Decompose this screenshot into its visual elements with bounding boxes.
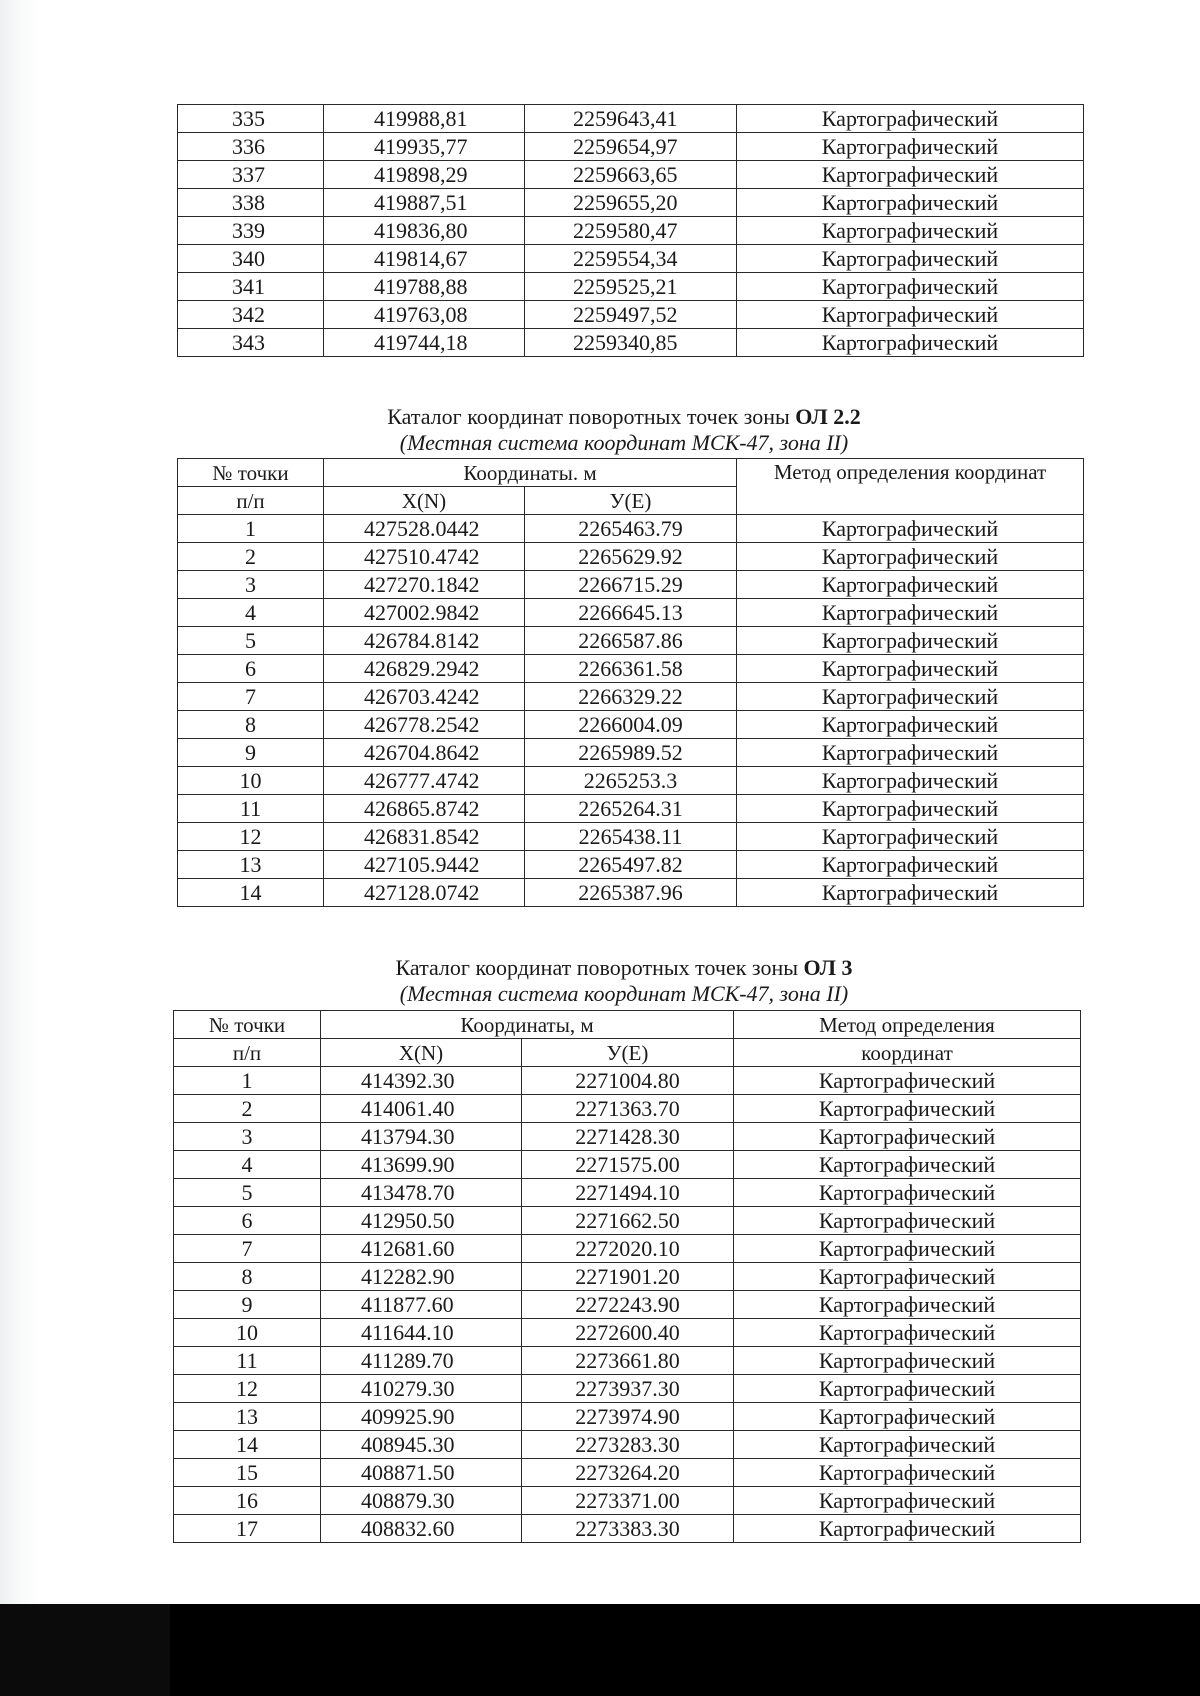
table-row (178, 571, 1084, 599)
point-number-cell: 342 (178, 301, 324, 329)
x-coordinate-cell: 426703.4242 (324, 683, 525, 711)
y-coordinate-cell: 2259655,20 (525, 189, 737, 217)
point-number-cell: 4 (178, 599, 324, 627)
table-row (174, 1515, 1081, 1543)
header-point-number: № точки (174, 1011, 321, 1039)
table-row (178, 189, 1084, 217)
table-row (178, 543, 1084, 571)
x-coordinate-cell: 427270.1842 (324, 571, 525, 599)
point-number-cell: 339 (178, 217, 324, 245)
x-coordinate-cell: 413794.30 (321, 1123, 522, 1151)
table-row (174, 1487, 1081, 1515)
x-coordinate-cell: 413699.90 (321, 1151, 522, 1179)
y-coordinate-cell: 2259554,34 (525, 245, 737, 273)
x-coordinate-cell: 412950.50 (321, 1207, 522, 1235)
method-cell: Картографический (734, 1347, 1081, 1375)
x-coordinate-cell: 427128.0742 (324, 879, 525, 907)
table-row (174, 1067, 1081, 1095)
table-row (174, 1403, 1081, 1431)
point-number-cell: 5 (178, 627, 324, 655)
table-row (178, 879, 1084, 907)
header-coordinates: Координаты. м (324, 459, 737, 487)
method-cell: Картографический (734, 1207, 1081, 1235)
table-row (178, 655, 1084, 683)
coordinates-table-ol-3 (173, 1010, 1081, 1543)
table-row (178, 627, 1084, 655)
method-cell: Картографический (734, 1319, 1081, 1347)
method-cell: Картографический (737, 133, 1084, 161)
coordinates-table-ol-2-2 (177, 458, 1084, 907)
x-coordinate-cell: 411289.70 (321, 1347, 522, 1375)
y-coordinate-cell: 2265438.11 (525, 823, 737, 851)
table-row (178, 683, 1084, 711)
table-row (178, 739, 1084, 767)
x-coordinate-cell: 408945.30 (321, 1431, 522, 1459)
table-body (174, 1067, 1081, 1543)
point-number-cell: 15 (174, 1459, 321, 1487)
point-number-cell: 13 (178, 851, 324, 879)
method-cell: Картографический (737, 105, 1084, 133)
header-method: Метод определения координат (737, 459, 1084, 515)
method-cell: Картографический (734, 1375, 1081, 1403)
x-coordinate-cell: 419935,77 (324, 133, 525, 161)
y-coordinate-cell: 2273264.20 (522, 1459, 734, 1487)
method-cell: Картографический (737, 627, 1084, 655)
table-row (174, 1207, 1081, 1235)
scan-bottom-border (0, 1604, 1200, 1696)
y-coordinate-cell: 2271901.20 (522, 1263, 734, 1291)
point-number-cell: 2 (178, 543, 324, 571)
method-cell: Картографический (737, 599, 1084, 627)
y-coordinate-cell: 2271494.10 (522, 1179, 734, 1207)
table-row (178, 795, 1084, 823)
method-cell: Картографический (734, 1459, 1081, 1487)
y-coordinate-cell: 2271575.00 (522, 1151, 734, 1179)
x-coordinate-cell: 412282.90 (321, 1263, 522, 1291)
y-coordinate-cell: 2266587.86 (525, 627, 737, 655)
table-row (174, 1123, 1081, 1151)
method-cell: Картографический (737, 711, 1084, 739)
y-coordinate-cell: 2272600.40 (522, 1319, 734, 1347)
point-number-cell: 7 (174, 1235, 321, 1263)
point-number-cell: 17 (174, 1515, 321, 1543)
method-cell: Картографический (734, 1515, 1081, 1543)
point-number-cell: 340 (178, 245, 324, 273)
point-number-cell: 1 (174, 1067, 321, 1095)
table-row (174, 1375, 1081, 1403)
caption-title: Каталог координат поворотных точек зоны (387, 404, 790, 429)
x-coordinate-cell: 419763,08 (324, 301, 525, 329)
table-row (178, 273, 1084, 301)
x-coordinate-cell: 419988,81 (324, 105, 525, 133)
table-row (178, 711, 1084, 739)
method-cell: Картографический (737, 739, 1084, 767)
point-number-cell: 13 (174, 1403, 321, 1431)
x-coordinate-cell: 426704.8642 (324, 739, 525, 767)
y-coordinate-cell: 2266361.58 (525, 655, 737, 683)
table-row (178, 245, 1084, 273)
x-coordinate-cell: 426784.8142 (324, 627, 525, 655)
point-number-cell: 11 (178, 795, 324, 823)
coordinates-table-continuation (177, 104, 1084, 357)
y-coordinate-cell: 2259340,85 (525, 329, 737, 357)
point-number-cell: 343 (178, 329, 324, 357)
table-row (178, 599, 1084, 627)
y-coordinate-cell: 2259580,47 (525, 217, 737, 245)
point-number-cell: 12 (174, 1375, 321, 1403)
y-coordinate-cell: 2272020.10 (522, 1235, 734, 1263)
x-coordinate-cell: 427002.9842 (324, 599, 525, 627)
point-number-cell: 12 (178, 823, 324, 851)
x-coordinate-cell: 410279.30 (321, 1375, 522, 1403)
y-coordinate-cell: 2265253.3 (525, 767, 737, 795)
header-point-number-sub: п/п (178, 487, 324, 515)
x-coordinate-cell: 411877.60 (321, 1291, 522, 1319)
y-coordinate-cell: 2273974.90 (522, 1403, 734, 1431)
x-coordinate-cell: 414392.30 (321, 1067, 522, 1095)
caption-title: Каталог координат поворотных точек зоны (395, 955, 799, 980)
table-row (174, 1151, 1081, 1179)
method-cell: Картографический (737, 161, 1084, 189)
point-number-cell: 335 (178, 105, 324, 133)
table-row (178, 133, 1084, 161)
x-coordinate-cell: 419788,88 (324, 273, 525, 301)
y-coordinate-cell: 2271363.70 (522, 1095, 734, 1123)
method-cell: Картографический (737, 301, 1084, 329)
y-coordinate-cell: 2273937.30 (522, 1375, 734, 1403)
header-coordinates: Координаты, м (321, 1011, 734, 1039)
x-coordinate-cell: 427528.0442 (324, 515, 525, 543)
method-cell: Картографический (737, 329, 1084, 357)
y-coordinate-cell: 2259663,65 (525, 161, 737, 189)
point-number-cell: 9 (178, 739, 324, 767)
point-number-cell: 6 (174, 1207, 321, 1235)
table-row (174, 1459, 1081, 1487)
x-coordinate-cell: 419744,18 (324, 329, 525, 357)
point-number-cell: 16 (174, 1487, 321, 1515)
y-coordinate-cell: 2266715.29 (525, 571, 737, 599)
table-row (174, 1179, 1081, 1207)
y-coordinate-cell: 2265387.96 (525, 879, 737, 907)
point-number-cell: 3 (178, 571, 324, 599)
point-number-cell: 5 (174, 1179, 321, 1207)
y-coordinate-cell: 2265497.82 (525, 851, 737, 879)
y-coordinate-cell: 2259643,41 (525, 105, 737, 133)
x-coordinate-cell: 419887,51 (324, 189, 525, 217)
method-cell: Картографический (737, 655, 1084, 683)
table-row (174, 1431, 1081, 1459)
x-coordinate-cell: 413478.70 (321, 1179, 522, 1207)
header-method: Метод определения (734, 1011, 1081, 1039)
method-cell: Картографический (734, 1123, 1081, 1151)
point-number-cell: 338 (178, 189, 324, 217)
header-x: X(N) (321, 1039, 522, 1067)
y-coordinate-cell: 2273661.80 (522, 1347, 734, 1375)
y-coordinate-cell: 2259654,97 (525, 133, 737, 161)
x-coordinate-cell: 427105.9442 (324, 851, 525, 879)
x-coordinate-cell: 426831.8542 (324, 823, 525, 851)
method-cell: Картографический (737, 823, 1084, 851)
table-row (174, 1263, 1081, 1291)
y-coordinate-cell: 2273371.00 (522, 1487, 734, 1515)
y-coordinate-cell: 2265463.79 (525, 515, 737, 543)
y-coordinate-cell: 2271662.50 (522, 1207, 734, 1235)
table-body (178, 515, 1084, 907)
method-cell: Картографический (737, 189, 1084, 217)
x-coordinate-cell: 427510.4742 (324, 543, 525, 571)
method-cell: Картографический (734, 1179, 1081, 1207)
point-number-cell: 11 (174, 1347, 321, 1375)
point-number-cell: 10 (174, 1319, 321, 1347)
method-cell: Картографический (734, 1151, 1081, 1179)
y-coordinate-cell: 2265264.31 (525, 795, 737, 823)
header-point-number: № точки (178, 459, 324, 487)
y-coordinate-cell: 2273283.30 (522, 1431, 734, 1459)
catalog-caption-ol-2-2 (170, 404, 1078, 456)
y-coordinate-cell: 2259497,52 (525, 301, 737, 329)
table-row (178, 161, 1084, 189)
caption-subtitle: (Местная система координат МСК-47, зона II) (399, 981, 849, 1006)
header-y: У(E) (522, 1039, 734, 1067)
x-coordinate-cell: 426777.4742 (324, 767, 525, 795)
table-row (174, 1291, 1081, 1319)
y-coordinate-cell: 2259525,21 (525, 273, 737, 301)
table-row (174, 1095, 1081, 1123)
table-row (178, 217, 1084, 245)
table-row (178, 301, 1084, 329)
x-coordinate-cell: 412681.60 (321, 1235, 522, 1263)
method-cell: Картографический (734, 1487, 1081, 1515)
x-coordinate-cell: 426778.2542 (324, 711, 525, 739)
point-number-cell: 14 (174, 1431, 321, 1459)
scan-bottom-border-left (0, 1604, 170, 1696)
method-cell: Картографический (734, 1095, 1081, 1123)
method-cell: Картографический (734, 1067, 1081, 1095)
caption-zone: ОЛ 2.2 (795, 404, 861, 429)
table-row (178, 329, 1084, 357)
method-cell: Картографический (737, 515, 1084, 543)
table-row (178, 105, 1084, 133)
y-coordinate-cell: 2272243.90 (522, 1291, 734, 1319)
caption-subtitle: (Местная система координат МСК-47, зона II) (399, 430, 849, 455)
method-cell: Картографический (737, 767, 1084, 795)
caption-zone: ОЛ 3 (803, 955, 853, 980)
y-coordinate-cell: 2271428.30 (522, 1123, 734, 1151)
method-cell: Картографический (737, 217, 1084, 245)
method-cell: Картографический (737, 245, 1084, 273)
point-number-cell: 9 (174, 1291, 321, 1319)
method-cell: Картографический (737, 273, 1084, 301)
x-coordinate-cell: 408871.50 (321, 1459, 522, 1487)
method-cell: Картографический (737, 543, 1084, 571)
point-number-cell: 8 (178, 711, 324, 739)
header-x: X(N) (324, 487, 525, 515)
table-row (178, 851, 1084, 879)
scan-edge-shadow (0, 0, 40, 1604)
point-number-cell: 2 (174, 1095, 321, 1123)
x-coordinate-cell: 419814,67 (324, 245, 525, 273)
table-row (178, 823, 1084, 851)
x-coordinate-cell: 419836,80 (324, 217, 525, 245)
table-body (178, 105, 1084, 357)
table-row (174, 1319, 1081, 1347)
point-number-cell: 1 (178, 515, 324, 543)
point-number-cell: 4 (174, 1151, 321, 1179)
method-cell: Картографический (734, 1403, 1081, 1431)
y-coordinate-cell: 2266329.22 (525, 683, 737, 711)
x-coordinate-cell: 408879.30 (321, 1487, 522, 1515)
x-coordinate-cell: 426829.2942 (324, 655, 525, 683)
y-coordinate-cell: 2265989.52 (525, 739, 737, 767)
y-coordinate-cell: 2266004.09 (525, 711, 737, 739)
point-number-cell: 341 (178, 273, 324, 301)
method-cell: Картографический (734, 1235, 1081, 1263)
x-coordinate-cell: 411644.10 (321, 1319, 522, 1347)
point-number-cell: 337 (178, 161, 324, 189)
point-number-cell: 8 (174, 1263, 321, 1291)
catalog-caption-ol-3 (170, 955, 1078, 1007)
x-coordinate-cell: 414061.40 (321, 1095, 522, 1123)
method-cell: Картографический (737, 851, 1084, 879)
table-row (174, 1235, 1081, 1263)
method-cell: Картографический (737, 683, 1084, 711)
x-coordinate-cell: 419898,29 (324, 161, 525, 189)
y-coordinate-cell: 2273383.30 (522, 1515, 734, 1543)
method-cell: Картографический (737, 571, 1084, 599)
y-coordinate-cell: 2265629.92 (525, 543, 737, 571)
point-number-cell: 6 (178, 655, 324, 683)
table-row (178, 767, 1084, 795)
x-coordinate-cell: 409925.90 (321, 1403, 522, 1431)
point-number-cell: 14 (178, 879, 324, 907)
method-cell: Картографический (737, 879, 1084, 907)
method-cell: Картографический (737, 795, 1084, 823)
header-method-sub: координат (734, 1039, 1081, 1067)
table-row (174, 1347, 1081, 1375)
x-coordinate-cell: 426865.8742 (324, 795, 525, 823)
table-row (178, 515, 1084, 543)
point-number-cell: 10 (178, 767, 324, 795)
method-cell: Картографический (734, 1291, 1081, 1319)
point-number-cell: 336 (178, 133, 324, 161)
x-coordinate-cell: 408832.60 (321, 1515, 522, 1543)
method-cell: Картографический (734, 1263, 1081, 1291)
y-coordinate-cell: 2266645.13 (525, 599, 737, 627)
point-number-cell: 3 (174, 1123, 321, 1151)
point-number-cell: 7 (178, 683, 324, 711)
header-y: У(E) (525, 487, 737, 515)
y-coordinate-cell: 2271004.80 (522, 1067, 734, 1095)
method-cell: Картографический (734, 1431, 1081, 1459)
header-point-number-sub: п/п (174, 1039, 321, 1067)
